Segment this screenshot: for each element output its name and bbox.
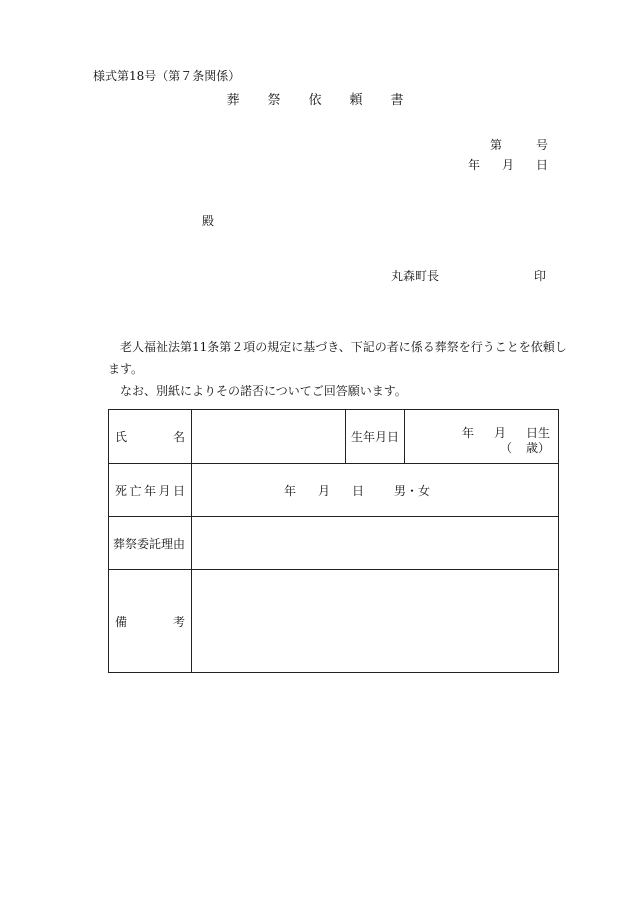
document-number <box>464 139 548 151</box>
title-char-3: 依 <box>308 93 322 108</box>
death-day-unit: 日 <box>352 483 365 498</box>
table-row-remarks <box>109 570 559 673</box>
death-date-label <box>109 464 192 517</box>
birth-date-label: 生年月日 <box>346 410 405 464</box>
doc-number-suffix: 号 <box>535 138 548 152</box>
death-label-char-2: 亡 <box>129 483 142 498</box>
name-label-char-2: 名 <box>172 430 185 444</box>
name-label-char-1: 氏 <box>115 430 128 444</box>
death-label-char-5: 日 <box>172 483 185 498</box>
form-number: 様式第18号（第７条関係） <box>93 69 241 83</box>
title-char-1: 葬 <box>226 93 240 108</box>
reason-label: 葬祭委託理由 <box>109 517 192 570</box>
body-text <box>108 336 578 402</box>
reason-value[interactable] <box>192 517 559 570</box>
table-row-name <box>109 410 559 464</box>
remarks-label-char-1: 備 <box>115 614 128 629</box>
issue-date-day: 日 <box>535 158 548 172</box>
name-label <box>109 410 192 464</box>
title-char-4: 頼 <box>349 93 363 108</box>
remarks-value[interactable] <box>192 570 559 673</box>
title-char-5: 書 <box>390 93 404 108</box>
death-label-char-4: 月 <box>158 483 171 498</box>
death-label-char-3: 年 <box>143 483 156 498</box>
subject-info-table <box>108 409 559 673</box>
age-unit: 歳） <box>525 441 550 455</box>
issue-date <box>446 159 548 171</box>
table-row-death-date <box>109 464 559 517</box>
sender-title: 丸森町長 <box>391 269 440 283</box>
document-title <box>0 94 630 107</box>
remarks-label-char-2: 考 <box>172 614 185 629</box>
table-row-reason <box>109 517 559 570</box>
death-year-unit: 年 <box>284 483 297 498</box>
doc-number-prefix: 第 <box>489 138 502 152</box>
title-char-2: 祭 <box>267 93 281 108</box>
death-date-value[interactable] <box>192 464 559 517</box>
death-month-unit: 月 <box>318 483 331 498</box>
addressee-honorific: 殿 <box>202 214 215 228</box>
birth-month-unit: 月 <box>493 426 506 440</box>
death-label-char-1: 死 <box>115 483 128 498</box>
seal-mark: 印 <box>534 269 547 283</box>
issue-date-month: 月 <box>501 158 514 172</box>
issue-date-year: 年 <box>467 158 480 172</box>
remarks-label <box>109 570 192 673</box>
body-paragraph-2: なお、別紙によりその諾否についてご回答願います。 <box>120 384 407 398</box>
birth-day-unit: 日生 <box>525 426 550 440</box>
body-paragraph-1: 老人福祉法第11条第２項の規定に基づき、下記の者に係る葬祭を行うことを依頼します。 <box>108 340 567 376</box>
name-value[interactable] <box>192 410 346 464</box>
birth-date-value[interactable] <box>405 410 559 464</box>
age-line <box>486 439 550 456</box>
age-open-paren: （ <box>499 441 512 455</box>
sex-options[interactable]: 男・女 <box>394 483 431 498</box>
birth-year-unit: 年 <box>461 426 474 440</box>
